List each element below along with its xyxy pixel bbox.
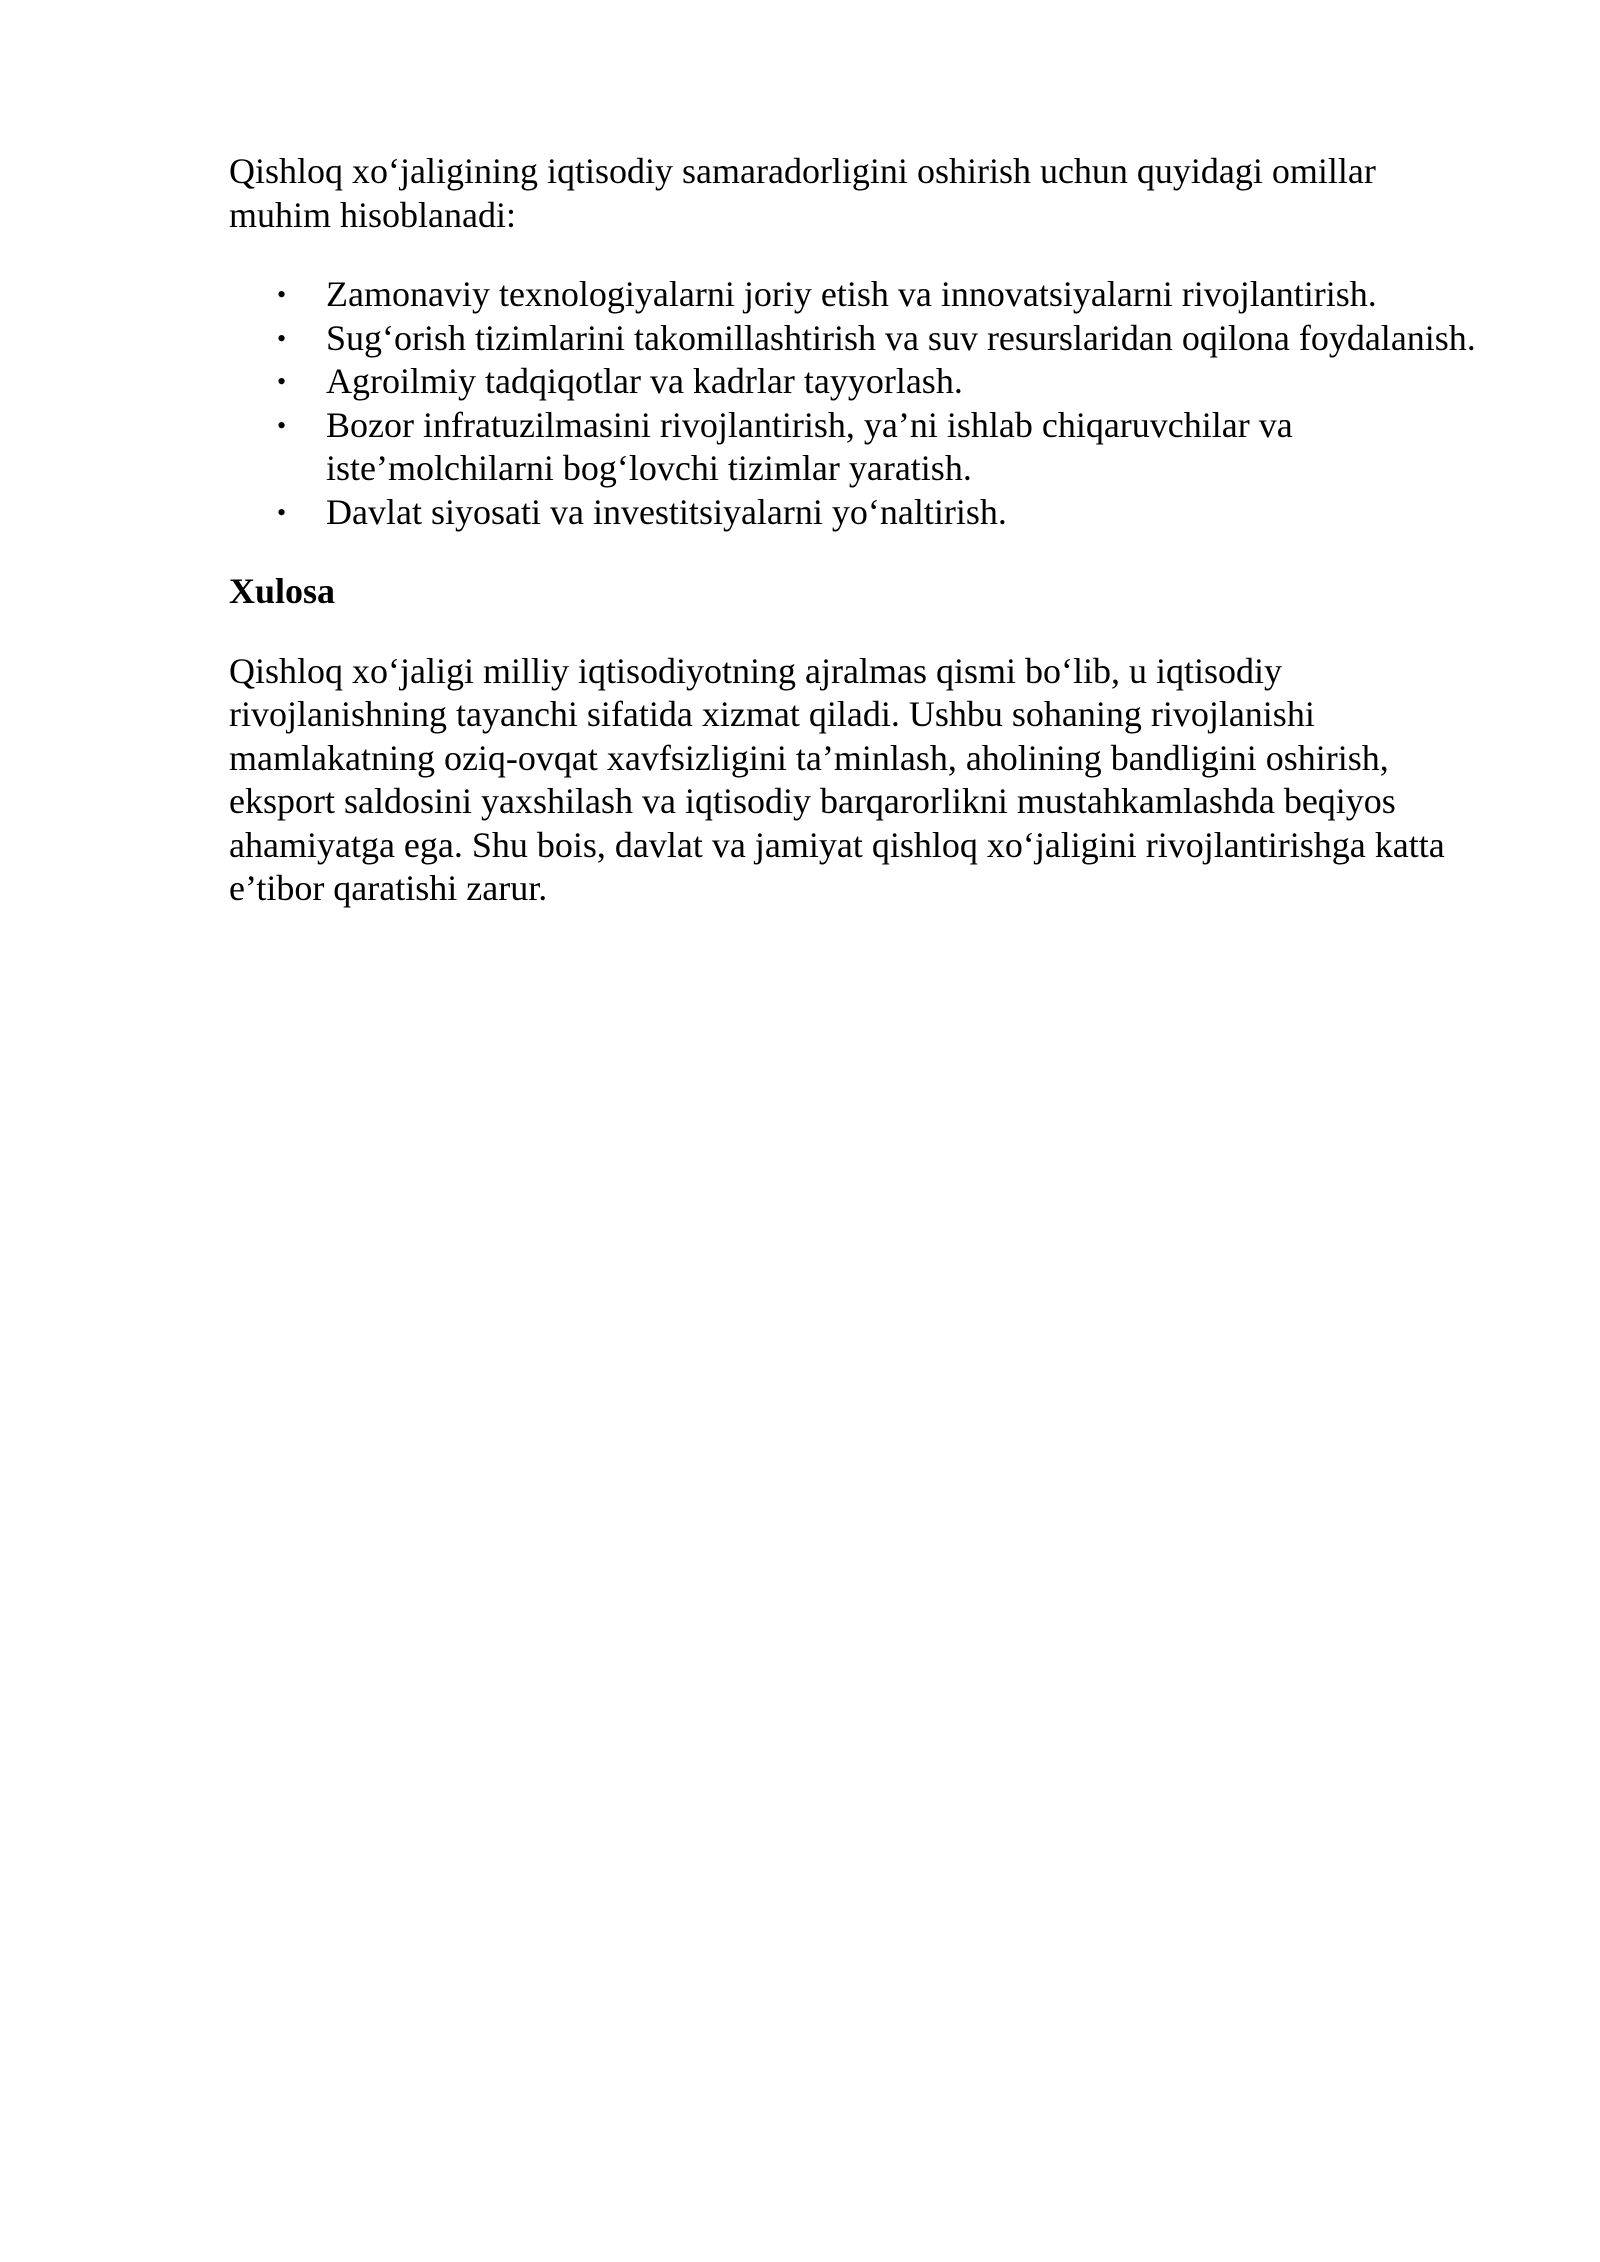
list-item — [277, 273, 1479, 317]
list-item — [277, 491, 1479, 535]
bullet-dot-icon: • — [277, 410, 287, 440]
conclusion-paragraph: Qishloq xo‘jaligi milliy iqtisodiyotning ajralmas qismi bo‘lib, u iqtisodiy rivojlanishning tayanchi sifatida xizmat qiladi. Ushbu sohaning rivojlanishi mamlakatning oziq-ovqat xavfsizligini ta’minlash, aholining bandligini oshirish, eksport saldosini yaxshilash va iqtisodiy barqarorlikni mustahkamlashda beqiyos ahamiyatga ega. Shu bois, davlat va jamiyat qishloq xo‘jaligini rivojlantirishga katta e’tibor qaratishi zarur. — [229, 650, 1445, 908]
list-item-text: Sug‘orish tizimlarini takomillashtirish va suv resurslaridan oqilona foydalanish. — [326, 317, 1476, 358]
list-item — [277, 360, 1479, 404]
document-body — [229, 150, 1479, 911]
list-item-text: Bozor infratuzilmasini rivojlantirish, ya’ni ishlab chiqaruvchilar va iste’molchilarni bog‘lovchi tizimlar yaratish. — [326, 404, 1293, 488]
bullet-dot-icon: • — [277, 367, 287, 396]
list-item — [277, 317, 1479, 361]
bullet-dot-icon: • — [277, 280, 287, 309]
factors-list — [229, 273, 1479, 534]
bullet-dot-icon: • — [277, 323, 287, 353]
list-item — [277, 404, 1479, 491]
section-heading: Xulosa — [229, 571, 336, 611]
list-item-text: Zamonaviy texnologiyalarni joriy etish va innovatsiyalarni rivojlantirish. — [326, 274, 1377, 314]
list-item-text: Davlat siyosati va investitsiyalarni yo‘naltirish. — [326, 491, 1007, 532]
list-item-text: Agroilmiy tadqiqotlar va kadrlar tayyorlash. — [326, 361, 963, 401]
bullet-dot-icon: • — [277, 497, 287, 527]
intro-paragraph: Qishloq xo‘jaligining iqtisodiy samaradorligini oshirish uchun quyidagi omillar muhim hisoblanadi: — [229, 151, 1376, 235]
